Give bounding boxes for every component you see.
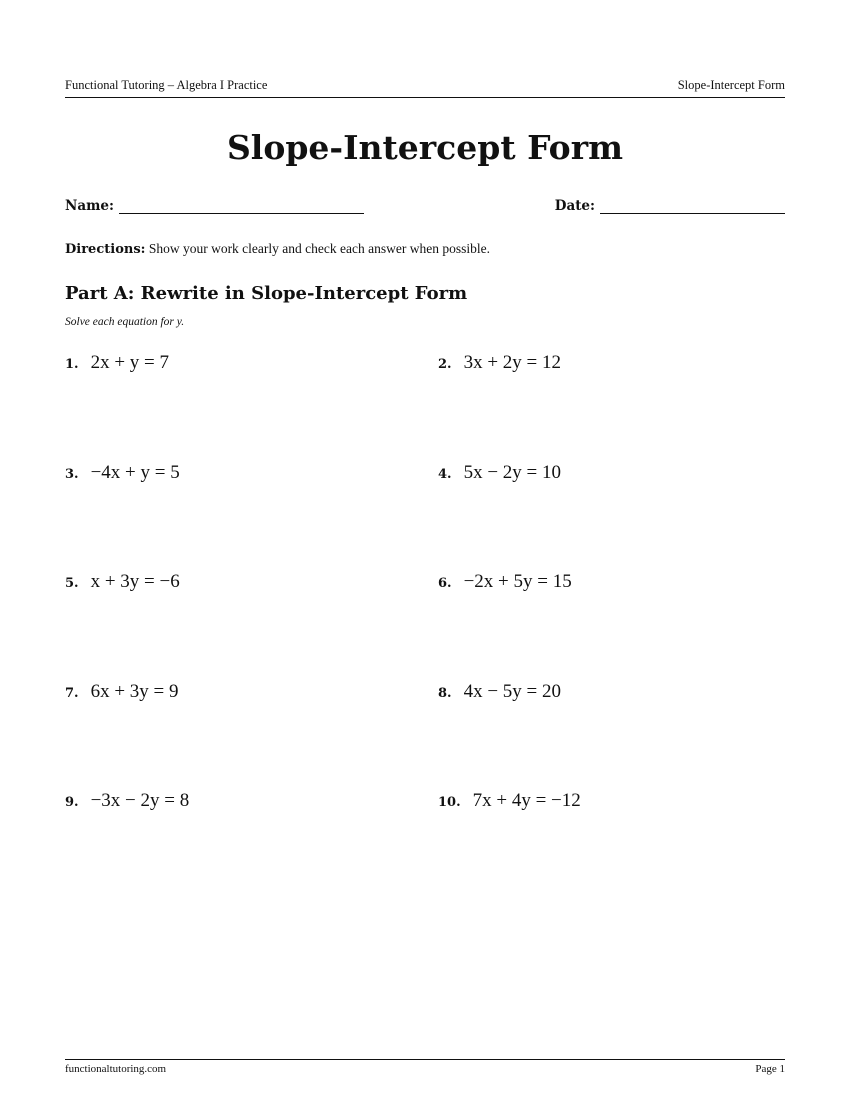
problem-equation: x + 3y = −6 [90, 571, 180, 592]
name-field[interactable] [65, 198, 364, 214]
directions-text: Show your work clearly and check each answer when possible. [148, 241, 490, 256]
problem-number: 5. [65, 576, 79, 591]
name-label: Name: [65, 198, 114, 214]
problem-number: 4. [438, 466, 452, 482]
problem-item [65, 352, 438, 462]
problem-number: 7. [65, 685, 79, 701]
problem-equation: −3x − 2y = 8 [90, 790, 190, 811]
problem-equation: 6x + 3y = 9 [90, 680, 179, 702]
problem-equation: −2x + 5y = 15 [463, 571, 572, 592]
problem-equation: 4x − 5y = 20 [463, 680, 562, 702]
problem-equation: −4x + y = 5 [90, 461, 180, 483]
problem-number: 6. [438, 576, 452, 591]
problem-number: 1. [65, 357, 79, 372]
part-a-title: Part A: Rewrite in Slope-Intercept Form [65, 283, 468, 304]
problem-number: 10. [438, 795, 461, 810]
problem-item [65, 462, 438, 572]
problem-item [438, 790, 785, 900]
problem-equation: 3x + 2y = 12 [463, 352, 562, 373]
name-blank-line[interactable] [119, 200, 364, 214]
problem-number: 9. [65, 795, 79, 810]
directions [65, 241, 490, 257]
problem-equation: 5x − 2y = 10 [463, 461, 562, 483]
footer-website: functionaltutoring.com [65, 1063, 167, 1075]
page-footer [65, 1059, 785, 1075]
problem-equation: 7x + 4y = −12 [472, 790, 581, 811]
problem-item [438, 352, 785, 462]
header-topic: Slope-Intercept Form [677, 78, 785, 92]
problem-list [65, 352, 785, 900]
problem-number: 2. [438, 357, 452, 372]
header-course: Functional Tutoring – Algebra I Practice [65, 78, 268, 92]
problem-item [438, 571, 785, 681]
problem-number: 8. [438, 685, 452, 701]
student-info [65, 198, 785, 214]
date-field[interactable] [555, 198, 785, 214]
directions-label: Directions: [65, 242, 146, 257]
problem-item [65, 681, 438, 791]
page-header [65, 78, 785, 98]
footer-page-number: Page 1 [755, 1063, 785, 1075]
date-blank-line[interactable] [600, 200, 785, 214]
problem-equation: 2x + y = 7 [90, 352, 170, 373]
problem-item [65, 790, 438, 900]
problem-item [65, 571, 438, 681]
problem-item [438, 462, 785, 572]
problem-item [438, 681, 785, 791]
part-a-subtitle: Solve each equation for y. [65, 316, 185, 328]
problem-number: 3. [65, 466, 79, 482]
date-label: Date: [554, 198, 595, 214]
page-title: Slope-Intercept Form [226, 128, 624, 167]
